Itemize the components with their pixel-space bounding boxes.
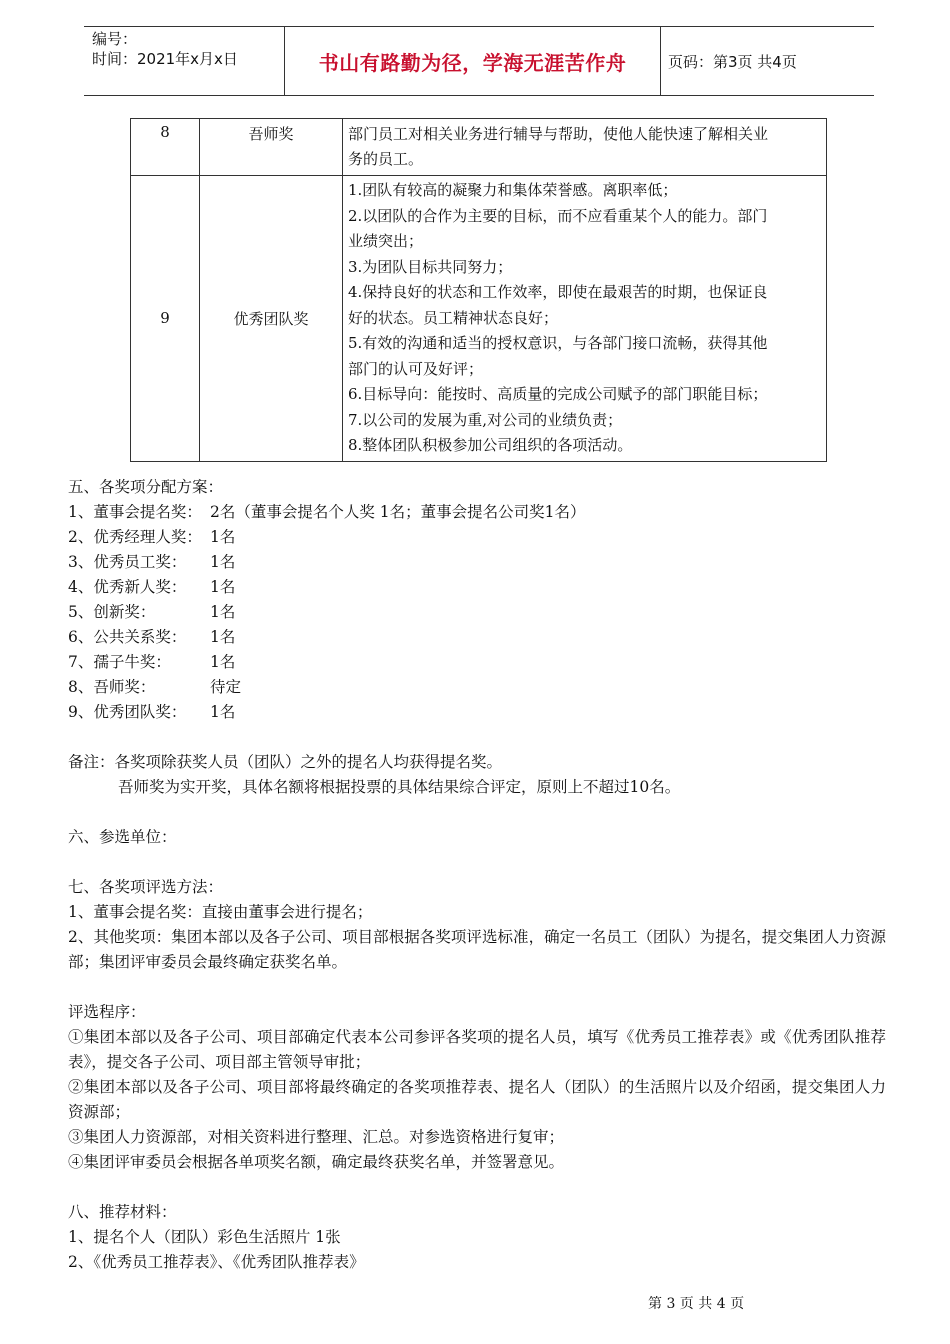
- award-criteria-cell: [343, 176, 827, 462]
- award-label: 4、优秀新人奖：: [68, 578, 187, 596]
- award-quota: 1名: [210, 653, 236, 671]
- body-paragraph: 2、其他奖项：集团本部以及各子公司、项目部根据各奖项评选标准，确定一名员工（团队）为提名，提交集团人力资源部；集团评审委员会最终确定获奖名单。: [68, 928, 886, 971]
- header-motto: 书山有路勤为径，学海无涯苦作舟: [318, 50, 627, 75]
- award-label: 1、董事会提名奖：: [68, 503, 202, 521]
- criteria-line: 2.以团队的合作为主要的目标，而不应看重某个人的能力。部门: [348, 206, 768, 225]
- section-heading: 八、推荐材料：: [68, 1203, 177, 1221]
- header-divider: [660, 27, 661, 95]
- criteria-line: 5.有效的沟通和适当的授权意识，与各部门接口流畅，获得其他: [348, 334, 768, 352]
- list-item: [68, 550, 886, 575]
- award-label: 9、优秀团队奖：: [68, 703, 187, 721]
- criteria-line: 务的员工。: [348, 150, 424, 168]
- list-item: [68, 675, 886, 700]
- criteria-line: 部门的认可及好评；: [348, 359, 484, 378]
- list-item: [68, 700, 886, 725]
- list-item: [68, 575, 886, 600]
- award-number-cell: 8: [131, 119, 200, 176]
- procedure-step: ③集团人力资源部，对相关资料进行整理、汇总。对参选资格进行复审；: [68, 1128, 565, 1146]
- criteria-line: 1.团队有较高的凝聚力和集体荣誉感。离职率低；: [348, 181, 678, 199]
- award-quota: 1名: [210, 703, 236, 721]
- criteria-line: 6.目标导向：能按时、高质量的完成公司赋予的部门职能目标；: [348, 385, 768, 403]
- criteria-line: 部门员工对相关业务进行辅导与帮助，使他人能快速了解相关业: [348, 124, 769, 143]
- award-label: 6、公共关系奖：: [68, 628, 187, 646]
- procedure-step: ④集团评审委员会根据各单项奖名额，确定最终获奖名单，并签署意见。: [68, 1153, 565, 1171]
- award-quota: 2名（董事会提名个人奖 1名；董事会提名公司奖1名）: [210, 503, 586, 521]
- section-heading: 六、参选单位：: [68, 828, 177, 846]
- document-body: [68, 475, 886, 1275]
- table-row: [131, 119, 827, 176]
- header-page-number: 页码：第3页 共4页: [668, 52, 797, 71]
- criteria-line: 好的状态。员工精神状态良好；: [348, 308, 559, 327]
- section-heading: 评选程序：: [68, 1003, 146, 1021]
- note-paragraph: 备注：各奖项除获奖人员（团队）之外的提名人均获得提名奖。: [68, 753, 503, 771]
- criteria-line: 8.整体团队积极参加公司组织的各项活动。: [348, 436, 633, 454]
- criteria-line: 7.以公司的发展为重,对公司的业绩负责；: [348, 410, 623, 429]
- award-quota: 1名: [210, 553, 236, 571]
- criteria-line: 3.为团队目标共同努力；: [348, 257, 513, 276]
- list-item: [68, 600, 886, 625]
- award-quota: 待定: [210, 678, 242, 696]
- award-criteria-cell: [343, 119, 827, 176]
- body-paragraph: 2、《优秀员工推荐表》、《优秀团队推荐表》: [68, 1253, 365, 1271]
- award-quota: 1名: [210, 528, 236, 546]
- procedure-step: ①集团本部以及各子公司、项目部确定代表本公司参评各奖项的提名人员，填写《优秀员工推荐表》或《优秀团队推荐表》，提交各子公司、项目部主管领导审批；: [68, 1028, 886, 1071]
- award-distribution-list: [68, 500, 886, 725]
- page-footer-number: 第 3 页 共 4 页: [648, 1296, 745, 1312]
- list-item: [68, 500, 886, 525]
- list-item: [68, 525, 886, 550]
- award-label: 2、优秀经理人奖：: [68, 528, 202, 546]
- list-item: [68, 650, 886, 675]
- award-label: 3、优秀员工奖：: [68, 553, 187, 571]
- document-time-label: 时间：2021年x月x日: [92, 50, 238, 68]
- table-row: [131, 176, 827, 462]
- document-number-label: 编号：: [92, 30, 138, 48]
- award-quota: 1名: [210, 578, 236, 596]
- award-quota: 1名: [210, 628, 236, 646]
- award-criteria-table: [130, 118, 827, 462]
- body-paragraph: 1、提名个人（团队）彩色生活照片 1张: [68, 1228, 341, 1246]
- header-meta: [92, 29, 282, 69]
- procedure-step: ②集团本部以及各子公司、项目部将最终确定的各奖项推荐表、提名人（团队）的生活照片以及介绍函，提交集团人力资源部；: [68, 1078, 886, 1121]
- award-label: 5、创新奖：: [68, 603, 156, 621]
- section-heading: 五、各奖项分配方案：: [68, 478, 224, 496]
- award-label: 8、吾师奖：: [68, 678, 156, 696]
- section-heading: 七、各奖项评选方法：: [68, 878, 224, 896]
- note-paragraph: 吾师奖为实开奖，具体名额将根据投票的具体结果综合评定，原则上不超过10名。: [118, 778, 681, 796]
- list-item: [68, 625, 886, 650]
- award-label: 7、孺子牛奖：: [68, 653, 171, 671]
- award-number-cell: 9: [131, 176, 200, 462]
- award-quota: 1名: [210, 603, 236, 621]
- award-name-cell: 优秀团队奖: [200, 176, 343, 462]
- page-header: [84, 26, 874, 96]
- award-name-cell: 吾师奖: [200, 119, 343, 176]
- criteria-line: 业绩突出；: [348, 232, 424, 250]
- body-paragraph: 1、董事会提名奖：直接由董事会进行提名；: [68, 903, 373, 921]
- criteria-line: 4.保持良好的状态和工作效率，即使在最艰苦的时期，也保证良: [348, 283, 768, 301]
